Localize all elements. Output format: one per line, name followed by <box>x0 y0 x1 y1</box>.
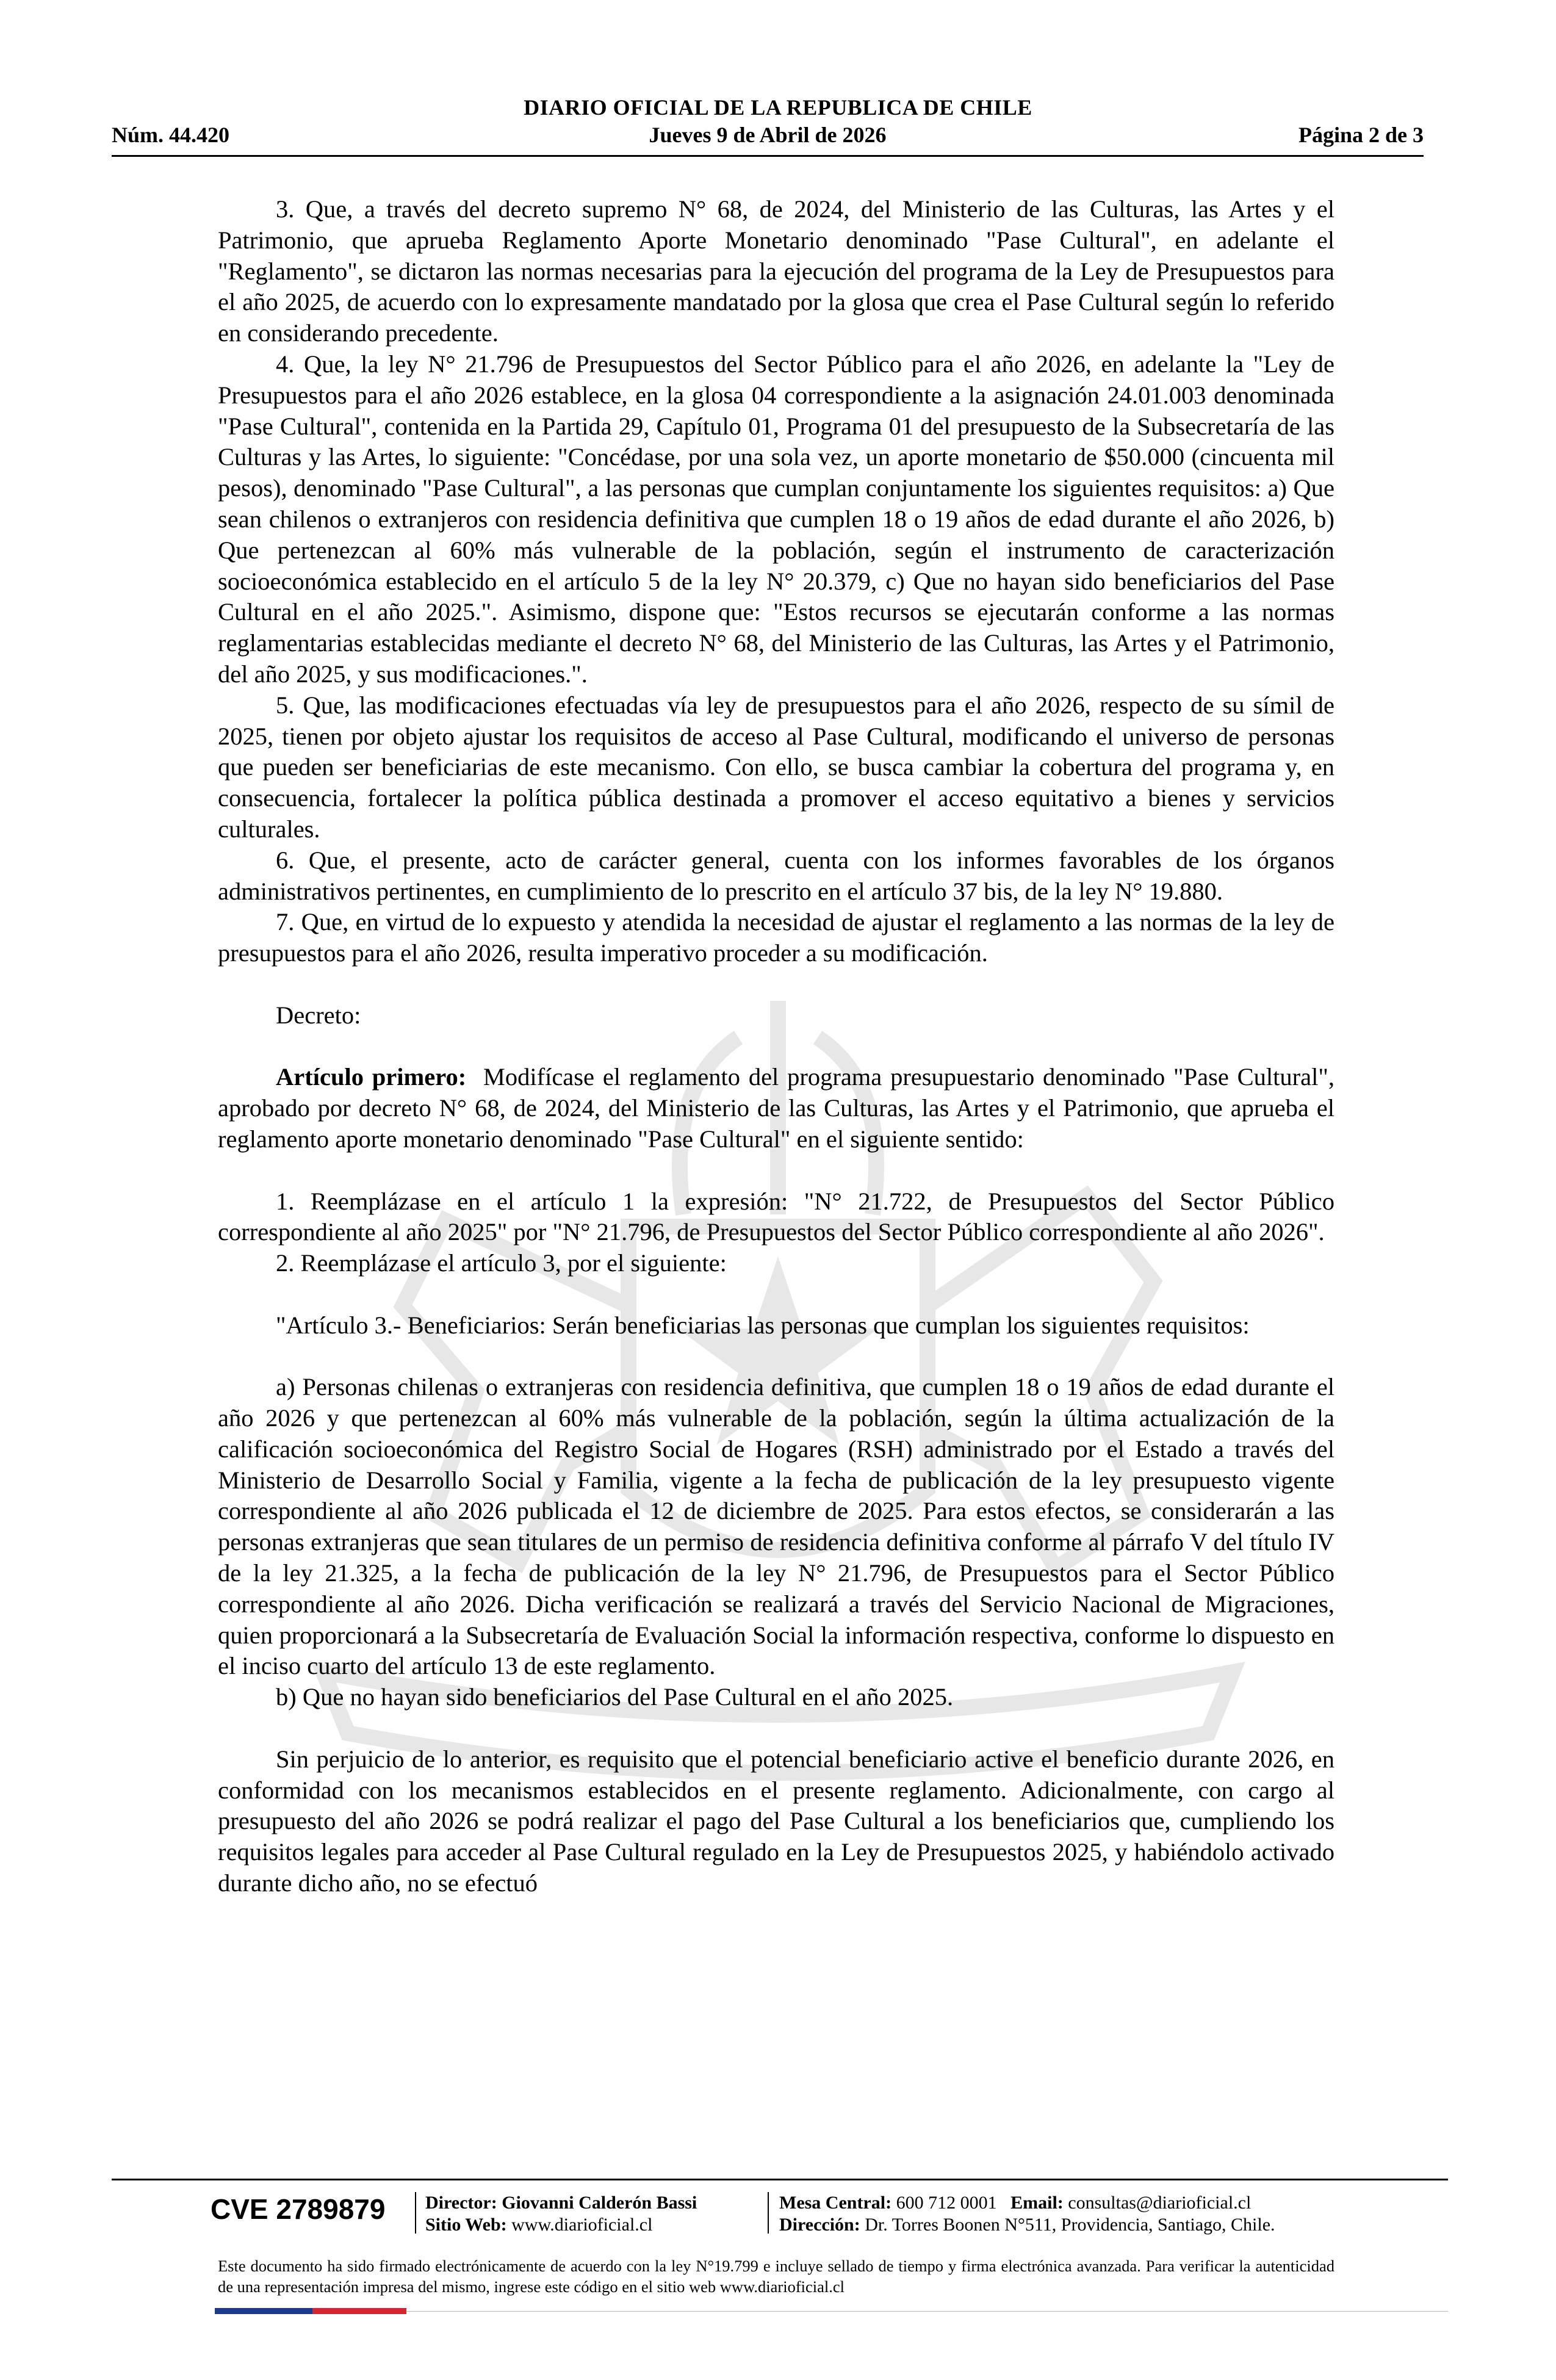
director-name: Giovanni Calderón Bassi <box>502 2193 697 2213</box>
flag-blue-segment <box>215 2308 312 2314</box>
document-body <box>218 194 1334 1899</box>
email-label: Email: <box>1010 2193 1064 2213</box>
sin-perjuicio-paragraph: Sin perjuicio de lo anterior, es requisito que el potencial beneficiario active el beneficio durante 2026, en conformidad con los mecanismos establecidos en el presente reglamento. Adicionalmente, con cargo al presupuesto del año 2026 se podrá realizar el pago del Pase Cultural a los beneficiarios que, cumpliendo los requisitos legales para acceder al Pase Cultural regulado en la Ley de Presupuestos 2025, y habiéndolo activado durante dicho año, no se efectuó <box>218 1745 1334 1897</box>
address-label: Dirección: <box>779 2215 860 2235</box>
footer-contact-block <box>779 2192 1275 2236</box>
decreto-heading: Decreto: <box>276 1001 361 1029</box>
footer-director-block <box>425 2192 697 2236</box>
articulo-primero <box>218 1062 1334 1155</box>
articulo-primero-text: Modifícase el reglamento del programa presupuestario denominado "Pase Cultural", aprobado por decreto N° 68, de 2024, del Ministerio de las Culturas, las Artes y el Patrimonio, que aprueba el reglamento aporte monetario denominado "Pase Cultural" en el siguiente sentido: <box>218 1063 1335 1153</box>
director-label: Director: <box>425 2193 497 2213</box>
mesa-central-phone: 600 712 0001 <box>896 2193 997 2213</box>
footer-separator <box>768 2192 769 2234</box>
website-link[interactable]: www.diarioficial.cl <box>511 2215 653 2235</box>
gazette-title: DIARIO OFICIAL DE LA REPUBLICA DE CHILE <box>524 95 1032 120</box>
modification-item-2: 2. Reemplázase el artículo 3, por el siguiente: <box>276 1249 727 1277</box>
electronic-signature-note: Este documento ha sido firmado electrónicamente de acuerdo con la ley N°19.799 e incluye sellado de tiempo y firma electrónica avanzada. Para verificar la autenticidad de una representación impresa del mismo, ingrese este código en el sitio web www.diarioficial.cl <box>218 2257 1334 2296</box>
articulo-primero-label: Artículo primero: <box>276 1063 467 1091</box>
considerando-6: 6. Que, el presente, acto de carácter general, cuenta con los informes favorables de los órganos administrativos pertinentes, en cumplimiento de lo prescrito en el artículo 37 bis, de la ley N° 19.880. <box>218 846 1334 905</box>
issue-number: Núm. 44.420 <box>112 123 230 147</box>
considerando-5: 5. Que, las modificaciones efectuadas vía ley de presupuestos para el año 2026, respecto de su símil de 2025, tienen por objeto ajustar los requisitos de acceso al Pase Cultural, modificando el universo de personas que pueden ser beneficiarias de este mecanismo. Con ello, se busca cambiar la cobertura del programa y, en consecuencia, fortalecer la política pública destinada a promover el acceso equitativo a bienes y servicios culturales. <box>218 691 1334 843</box>
address-value: Dr. Torres Boonen N°511, Providencia, Santiago, Chile. <box>865 2215 1275 2235</box>
footer-bottom-line <box>406 2311 1448 2312</box>
footer-divider <box>112 2179 1448 2180</box>
chile-flag-bar <box>215 2308 406 2314</box>
issue-date: Jueves 9 de Abril de 2026 <box>649 123 887 147</box>
email-link[interactable]: consultas@diarioficial.cl <box>1068 2193 1252 2213</box>
considerando-3: 3. Que, a través del decreto supremo N° 68, de 2024, del Ministerio de las Culturas, las Artes y el Patrimonio, que aprueba Reglamento Aporte Monetario denominado "Pase Cultural", en adelante el "Reglamento", se dictaron las normas necesarias para la ejecución del programa de la Ley de Presupuestos para el año 2025, de acuerdo con lo expresamente mandatado por la glosa que crea el Pase Cultural según lo referido en considerando precedente. <box>218 195 1334 347</box>
flag-red-segment <box>312 2308 406 2314</box>
page-indicator: Página 2 de 3 <box>1298 123 1424 147</box>
considerando-7: 7. Que, en virtud de lo expuesto y atendida la necesidad de ajustar el reglamento a las normas de la ley de presupuestos para el año 2026, resulta imperativo proceder a su modificación. <box>218 908 1334 967</box>
articulo-3-heading: "Artículo 3.- Beneficiarios: Serán beneficiarias las personas que cumplan los siguientes requisitos: <box>276 1311 1250 1339</box>
requirement-a: a) Personas chilenas o extranjeras con residencia definitiva, que cumplen 18 o 19 años de edad durante el año 2026 y que pertenezcan al 60% más vulnerable de la población, según la última actualización de la calificación socioeconómica del Registro Social de Hogares (RSH) administrado por el Estado a través del Ministerio de Desarrollo Social y Familia, vigente a la fecha de publicación de la ley presupuesto vigente correspondiente al año 2026 publicada el 12 de diciembre de 2025. Para estos efectos, se considerarán a las personas extranjeras que sean titulares de un permiso de residencia definitiva conforme al párrafo V del título IV de la ley 21.325, a la fecha de publicación de la ley N° 21.796, de Presupuestos para el Sector Público correspondiente al año 2026. Dicha verificación se realizará a través del Servicio Nacional de Migraciones, quien proporcionará a la Subsecretaría de Evaluación Social la información respectiva, conforme lo dispuesto en el inciso cuarto del artículo 13 de este reglamento. <box>218 1373 1334 1680</box>
footer-separator <box>415 2192 416 2234</box>
considerando-4: 4. Que, la ley N° 21.796 de Presupuestos del Sector Público para el año 2026, en adelante la "Ley de Presupuestos para el año 2026 establece, en la glosa 04 correspondiente a la asignación 24.01.003 denominada "Pase Cultural", contenida en la Partida 29, Capítulo 01, Programa 01 del presupuesto de la Subsecretaría de las Culturas y las Artes, lo siguiente: "Concédase, por una sola vez, un aporte monetario de $50.000 (cincuenta mil pesos), denominado "Pase Cultural", a las personas que cumplan conjuntamente los siguientes requisitos: a) Que sean chilenos o extranjeros con residencia definitiva que cumplen 18 o 19 años de edad durante el año 2026, b) Que pertenezcan al 60% más vulnerable de la población, según el instrumento de caracterización socioeconómica establecido en el artículo 5 de la ley N° 20.379, c) Que no hayan sido beneficiarios del Pase Cultural en el año 2025.". Asimismo, dispone que: "Estos recursos se ejecutarán conforme a las normas reglamentarias establecidas mediante el decreto N° 68, del Ministerio de las Culturas, las Artes y el Patrimonio, del año 2025, y sus modificaciones.". <box>218 350 1334 688</box>
cve-code: CVE 2789879 <box>211 2193 386 2225</box>
modification-item-1: 1. Reemplázase en el artículo 1 la expresión: "N° 21.722, de Presupuestos del Sector Público correspondiente al año 2025" por "N° 21.796, de Presupuestos del Sector Público correspondiente al año 2026". <box>218 1187 1334 1246</box>
header-divider <box>112 155 1424 157</box>
requirement-b: b) Que no hayan sido beneficiarios del Pase Cultural en el año 2025. <box>276 1683 954 1711</box>
mesa-central-label: Mesa Central: <box>779 2193 892 2213</box>
website-label: Sitio Web: <box>425 2215 507 2235</box>
